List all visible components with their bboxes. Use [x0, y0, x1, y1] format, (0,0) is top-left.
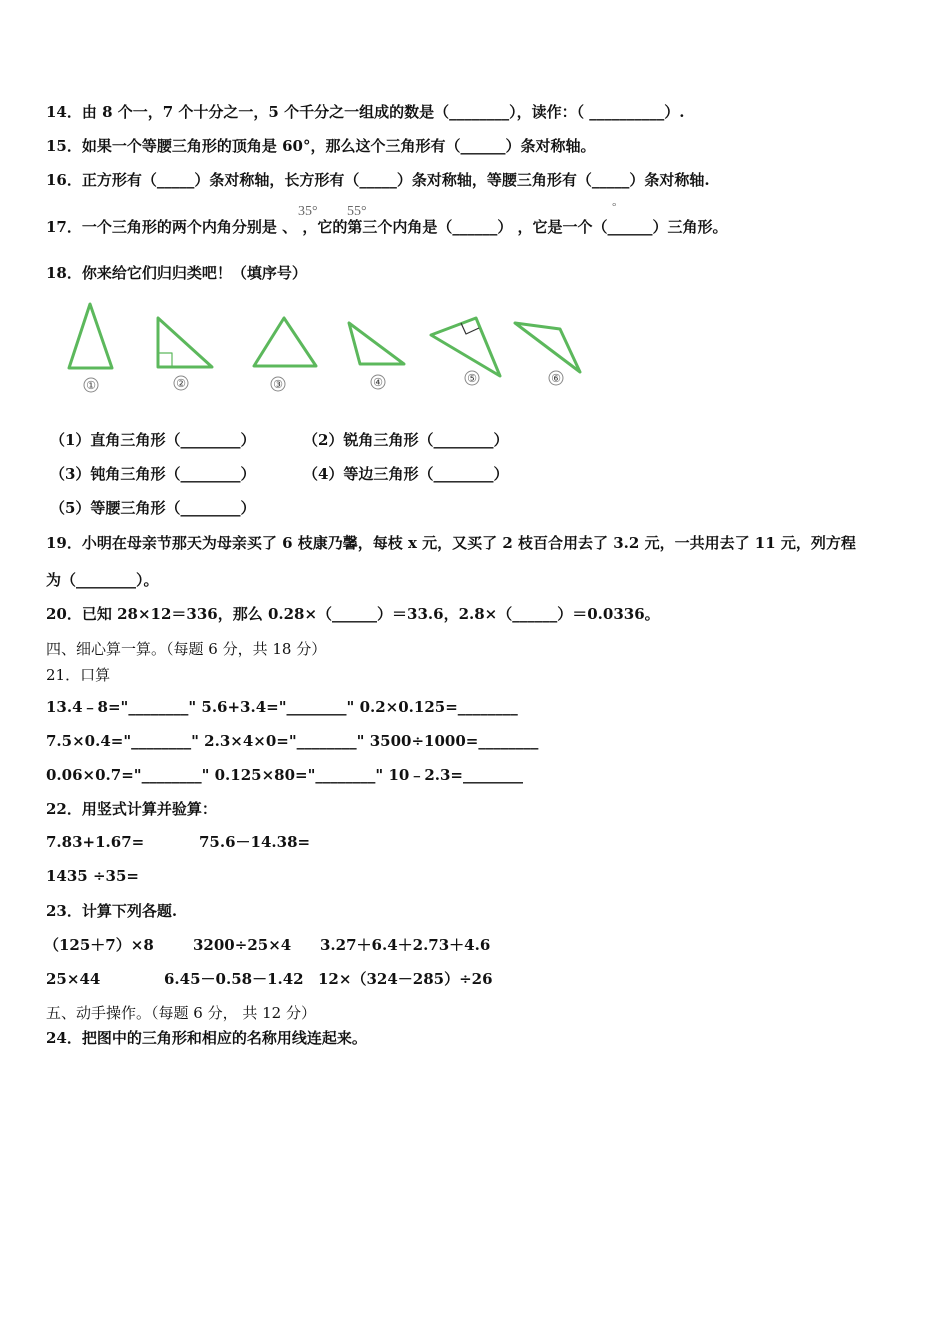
triangle-5: [431, 318, 500, 376]
right-angle-mark-5: [461, 323, 479, 334]
q23-r2-1: 25×44: [46, 970, 101, 988]
right-angle-mark-2: [158, 353, 172, 367]
question-17: 17．一个三角形的两个内角分别是 、 ，它的第三个内角是（______） ，它是一个（______）三角形。: [46, 218, 728, 236]
section-4-heading: 四、细心算一算。（每题 6 分，共 18 分）: [46, 640, 327, 658]
q21-row-1: 13.4﹣8="________" 5.6+3.4="________" 0.2×0.125=________: [46, 698, 518, 716]
triangle-figures: [60, 296, 600, 396]
question-24: 24．把图中的三角形和相应的名称用线连起来。: [46, 1029, 367, 1047]
angle-55: 55°: [347, 204, 367, 219]
q21-row-2: 7.5×0.4="________" 2.3×4×0="________" 3500÷1000=________: [46, 732, 539, 750]
label-1: ①: [86, 380, 96, 392]
triangle-1: [69, 304, 112, 368]
label-6: ⑥: [551, 373, 561, 385]
q22-problem-3: 1435 ÷35=: [46, 867, 139, 885]
degree-mark: °: [612, 201, 617, 213]
question-15: 15．如果一个等腰三角形的顶角是 60°，那么这个三角形有（______）条对称轴。: [46, 137, 596, 155]
q23-r2-3: 12×（324－285）÷26: [318, 970, 493, 988]
question-14: 14．由 8 个一，7 个十分之一，5 个千分之一组成的数是（________），读作：（ __________）.: [46, 103, 685, 121]
section-5-heading: 五、动手操作。（每题 6 分， 共 12 分）: [46, 1004, 316, 1022]
q18-item-2: （2）锐角三角形（________）: [303, 431, 509, 449]
q18-item-3: （3）钝角三角形（________）: [50, 465, 256, 483]
triangle-6: [515, 323, 580, 372]
question-21-title: 21．口算: [46, 666, 111, 684]
q23-r1-2: 3200÷25×4: [193, 936, 292, 954]
question-18-title: 18．你来给它们归归类吧！（填序号）: [46, 264, 307, 282]
q23-r1-1: （125＋7）×8: [44, 936, 154, 954]
triangle-3: [254, 318, 316, 366]
q23-r1-3: 3.27＋6.4＋2.73＋4.6: [320, 936, 491, 954]
q22-problem-1: 7.83+1.67=: [46, 833, 145, 851]
q18-item-4: （4）等边三角形（________）: [303, 465, 509, 483]
question-16: 16．正方形有（_____）条对称轴，长方形有（_____）条对称轴，等腰三角形有（_____）条对称轴.: [46, 171, 710, 189]
triangle-4: [349, 323, 404, 364]
q18-item-1: （1）直角三角形（________）: [50, 431, 256, 449]
triangle-2: [158, 318, 212, 367]
label-4: ④: [373, 377, 383, 389]
angle-35: 35°: [298, 204, 318, 219]
q21-row-3: 0.06×0.7="________" 0.125×80="________" 10﹣2.3=________: [46, 766, 523, 784]
question-23-title: 23．计算下列各题.: [46, 902, 178, 920]
question-20: 20．已知 28×12＝336，那么 0.28×（______）＝33.6，2.8×（______）＝0.0336。: [46, 605, 660, 623]
label-3: ③: [273, 379, 283, 391]
label-2: ②: [176, 378, 186, 390]
q22-problem-2: 75.6－14.38=: [199, 833, 311, 851]
question-19-line2: 为（________）。: [46, 571, 159, 589]
q18-item-5: （5）等腰三角形（________）: [50, 499, 256, 517]
question-22-title: 22．用竖式计算并验算：: [46, 800, 217, 818]
question-19-line1: 19．小明在母亲节那天为母亲买了 6 枝康乃馨，每枝 x 元，又买了 2 枝百合用去了 3.2 元，一共用去了 11 元，列方程: [46, 534, 856, 552]
label-5: ⑤: [467, 373, 477, 385]
q23-r2-2: 6.45－0.58－1.42: [164, 970, 304, 988]
